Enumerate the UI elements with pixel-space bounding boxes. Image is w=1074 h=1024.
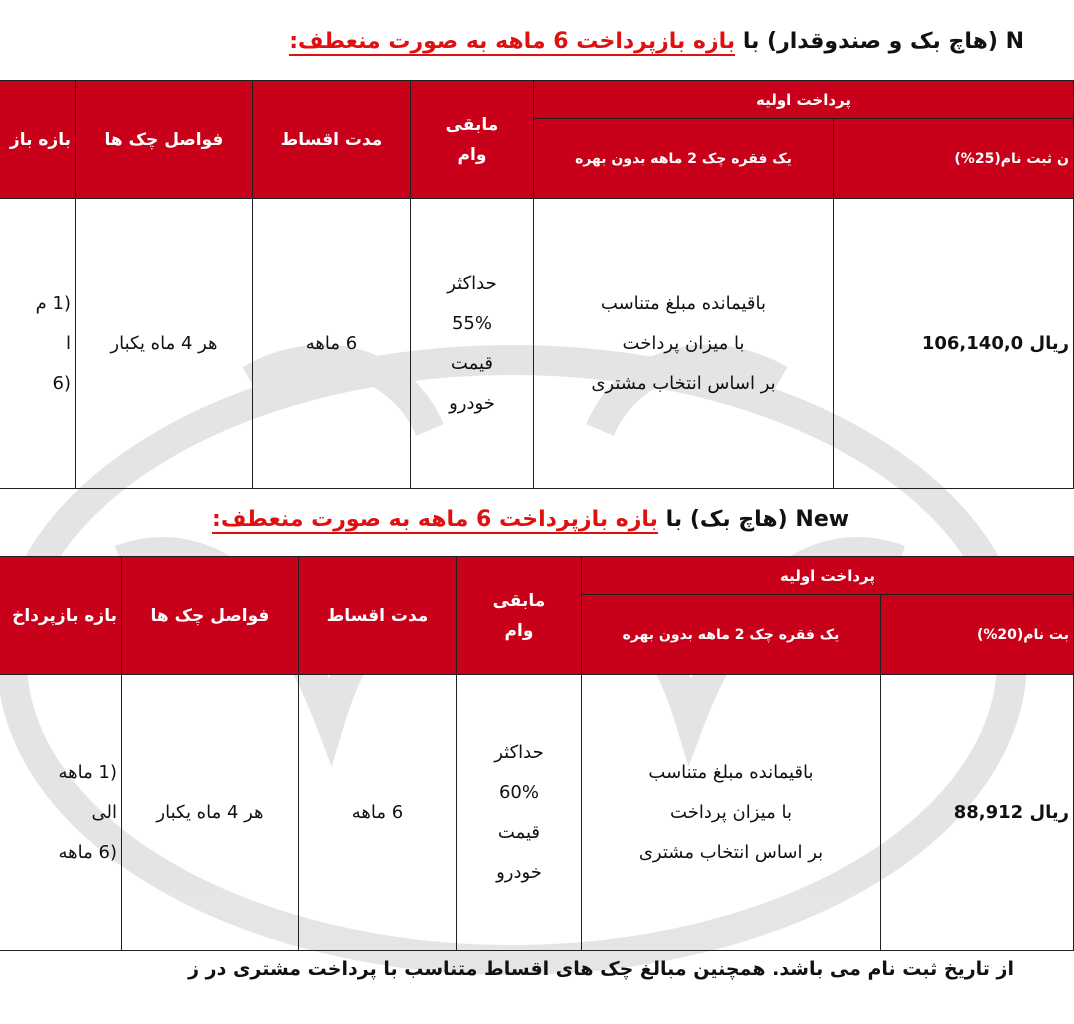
- section-2-highlight: بازه بازپرداخت 6 ماهه به صورت منعطف:: [212, 507, 658, 532]
- section-1-period-line: (6: [52, 372, 71, 394]
- section-1-highlight: بازه بازپرداخت 6 ماهه به صورت منعطف:: [289, 29, 736, 54]
- section-1-heading: [289, 20, 1024, 64]
- section-2-table: [0, 556, 1074, 951]
- section-2-loan-line: قیمت: [497, 821, 541, 843]
- section-1-period-line: (1 م: [35, 292, 71, 314]
- section-1-header-registration: ن ثبت نام(25%): [834, 119, 1074, 199]
- section-2-registration-amount: ریال 88,912: [881, 675, 1074, 951]
- section-2-period-line: (6 ماهه: [58, 841, 117, 863]
- section-1-duration-value: 6 ماهه: [252, 199, 410, 489]
- section-2-model-prefix: New: [795, 507, 850, 532]
- section-1-check-line: با میزان پرداخت: [622, 332, 745, 354]
- section-2-check-line: با میزان پرداخت: [670, 801, 792, 823]
- section-1-header-duration: مدت اقساط: [252, 81, 410, 199]
- section-2-check-line: باقیمانده مبلغ متناسب: [648, 761, 814, 783]
- section-2-model-name: (هاچ بک): [689, 507, 788, 532]
- section-1-interval-value: هر 4 ماه یکبار: [75, 199, 252, 489]
- section-1-model-prefix: N: [1005, 29, 1024, 54]
- section-1-header-initial-payment: پرداخت اولیه: [533, 81, 1073, 119]
- section-2-check-description: [581, 675, 880, 951]
- section-1-header-check: یک فقره چک 2 ماهه بدون بهره: [533, 119, 833, 199]
- section-1-registration-amount: ریال 106,140,0: [834, 199, 1074, 489]
- section-2-interval-value: هر 4 ماه یکبار: [121, 675, 298, 951]
- section-2-loan-line: حداکثر: [494, 741, 544, 763]
- footnote: از تاریخ ثبت نام می باشد. همچنین مبالغ چک های اقساط متناسب با پرداخت مشتری در ز: [188, 958, 1014, 980]
- section-2-period-line: الی: [91, 801, 117, 823]
- section-2-header-period: بازه بازپرداخ: [0, 557, 121, 675]
- section-1-period-value: [0, 199, 75, 489]
- section-2-header-duration: مدت اقساط: [298, 557, 456, 675]
- section-1-connector: با: [742, 29, 760, 54]
- section-2-heading: [212, 498, 849, 542]
- section-1-table: [0, 80, 1074, 489]
- section-2-period-line: (1 ماهه: [58, 761, 117, 783]
- section-2-period-value: [0, 675, 121, 951]
- section-2-header-check: یک فقره چک 2 ماهه بدون بهره: [581, 595, 880, 675]
- section-1-loan-percent: 55%: [451, 312, 492, 334]
- section-1-loan-value: [410, 199, 533, 489]
- section-2-connector: با: [665, 507, 683, 532]
- section-2-loan-line: خودرو: [496, 861, 542, 883]
- section-1-check-line: باقیمانده مبلغ متناسب: [600, 292, 767, 314]
- section-2-duration-value: 6 ماهه: [298, 675, 456, 951]
- section-1-loan-line: حداکثر: [447, 272, 497, 294]
- section-1-loan-line: قیمت: [450, 352, 494, 374]
- section-1-header-interval: فواصل چک ها: [75, 81, 252, 199]
- section-1-header-loan: مابقی وام: [410, 81, 533, 199]
- section-2-header-registration: بت نام(20%): [881, 595, 1074, 675]
- section-2-header-interval: فواصل چک ها: [121, 557, 298, 675]
- section-1-model-name: (هاچ بک و صندوقدار): [767, 29, 998, 54]
- section-2-loan-percent: 60%: [498, 781, 539, 803]
- section-2-check-line: بر اساس انتخاب مشتری: [638, 841, 824, 863]
- section-1-loan-line: خودرو: [449, 392, 495, 414]
- section-1-check-line: بر اساس انتخاب مشتری: [591, 372, 776, 394]
- section-1-period-line: ا: [65, 332, 71, 354]
- section-1-header-period: بازه باز: [0, 81, 75, 199]
- section-2-loan-value: [456, 675, 581, 951]
- section-2-header-initial-payment: پرداخت اولیه: [581, 557, 1073, 595]
- section-2-header-loan: مابقی وام: [456, 557, 581, 675]
- section-1-check-description: [533, 199, 833, 489]
